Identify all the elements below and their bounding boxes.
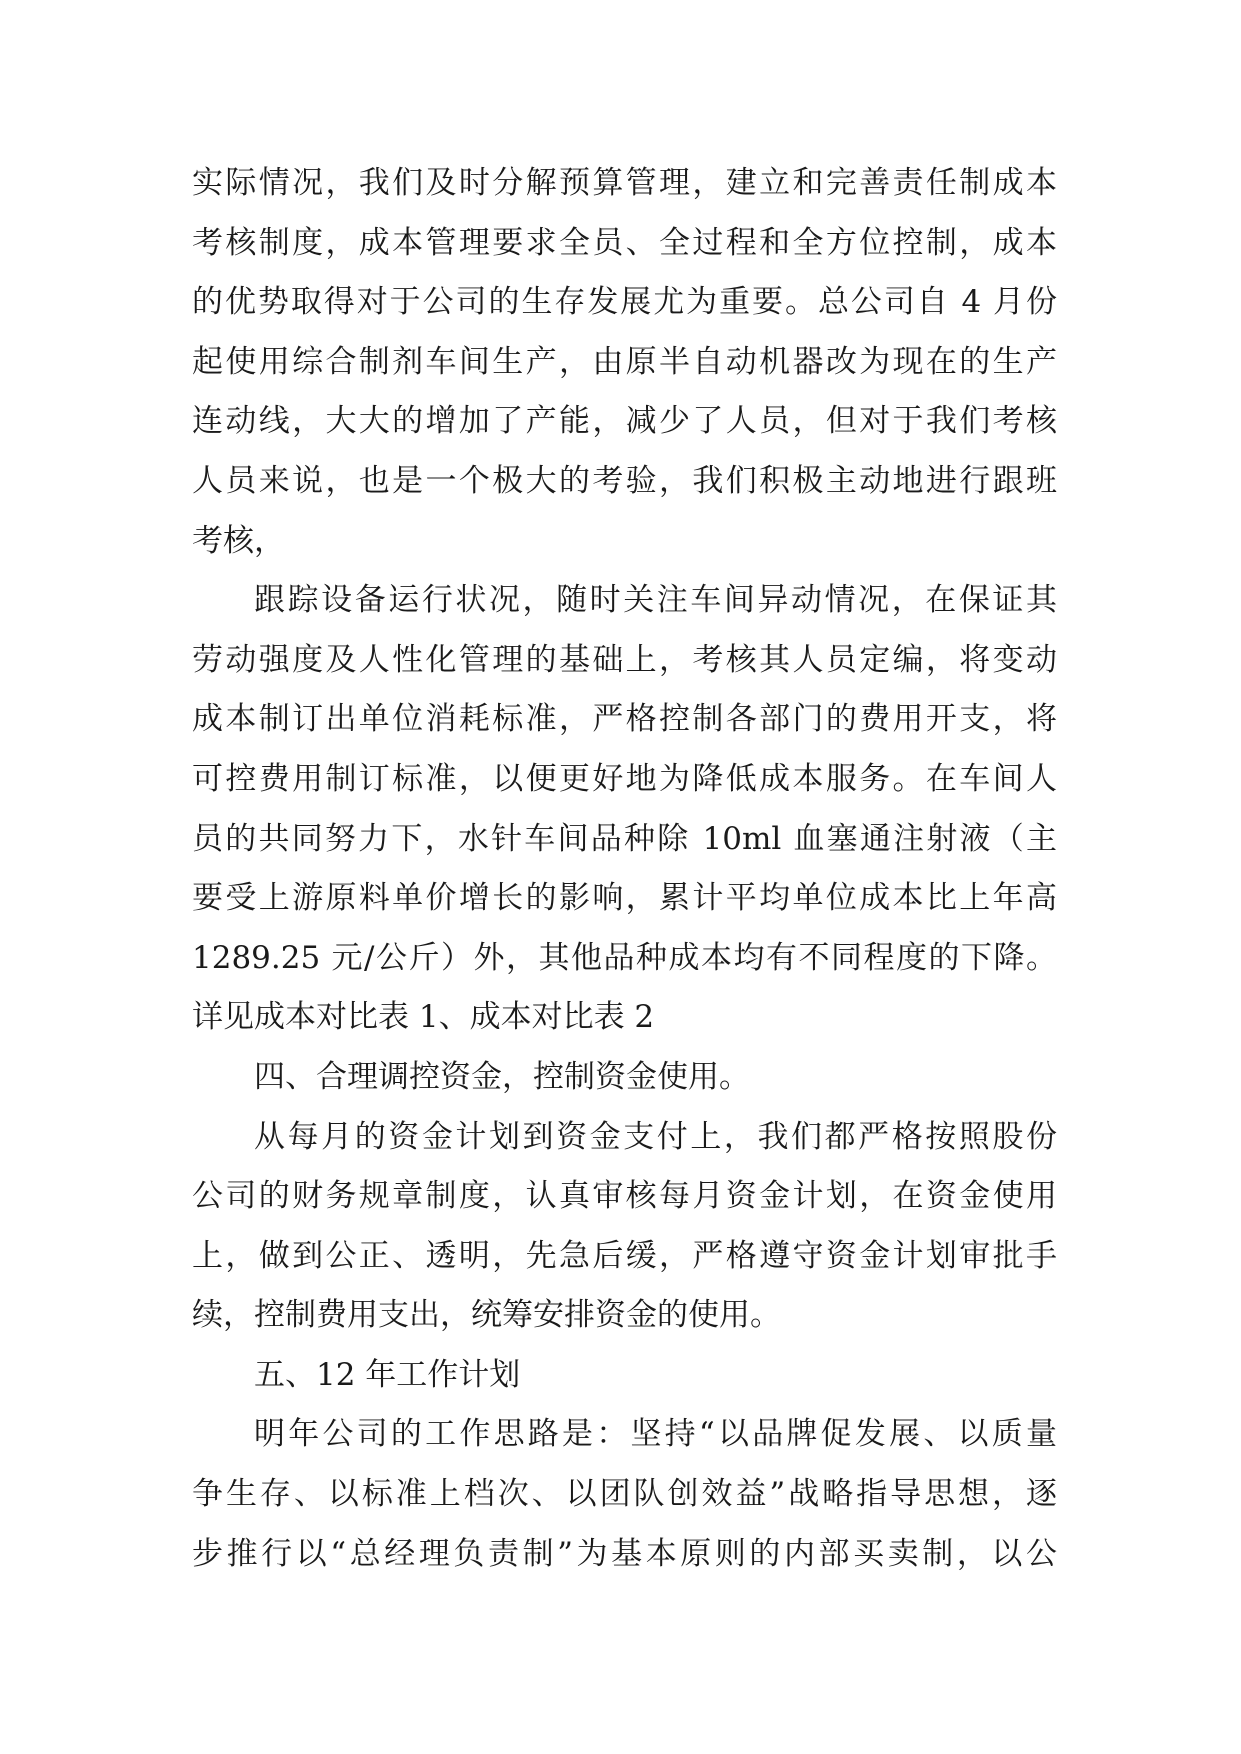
text-line: 考核， [192,522,285,559]
text-line: 五、12 年工作计划 [254,1356,521,1393]
text-line: 成本制订出单位消耗标准，严格控制各部门的费用开支，将 [192,701,1057,738]
text-line: 连动线，大大的增加了产能，减少了人员，但对于我们考核 [192,403,1057,440]
text-line: 上，做到公正、透明，先急后缓，严格遵守资金计划审批手 [192,1237,1057,1274]
text-line: 劳动强度及人性化管理的基础上，考核其人员定编，将变动 [192,641,1057,678]
text-line: 要受上游原料单价增长的影响，累计平均单位成本比上年高 [192,880,1057,917]
text-line: 详见成本对比表 1、成本对比表 2 [192,999,655,1036]
text-line: 争生存、以标准上档次、以团队创效益”战略指导思想，逐 [192,1476,1057,1513]
text-line: 四、合理调控资金，控制资金使用。 [254,1058,750,1095]
text-line: 员的共同努力下，水针车间品种除 10ml 血塞通注射液（主 [192,820,1057,857]
text-line: 人员来说，也是一个极大的考验，我们积极主动地进行跟班 [192,462,1057,499]
text-line: 明年公司的工作思路是：坚持“以品牌促发展、以质量 [254,1416,1057,1453]
text-line: 步推行以“总经理负责制”为基本原则的内部买卖制，以公 [192,1535,1057,1572]
text-line: 公司的财务规章制度，认真审核每月资金计划，在资金使用 [192,1178,1057,1215]
text-line: 的优势取得对于公司的生存发展尤为重要。总公司自 4 月份 [192,284,1057,321]
text-line: 实际情况，我们及时分解预算管理，建立和完善责任制成本 [192,165,1057,201]
text-line: 考核制度，成本管理要求全员、全过程和全方位控制，成本 [192,224,1057,261]
text-line: 可控费用制订标准，以便更好地为降低成本服务。在车间人 [192,760,1057,797]
text-line: 续，控制费用支出，统筹安排资金的使用。 [192,1297,781,1334]
text-line: 跟踪设备运行状况，随时关注车间异动情况，在保证其 [254,582,1057,619]
text-line: 从每月的资金计划到资金支付上，我们都严格按照股份 [254,1118,1057,1155]
text-line: 起使用综合制剂车间生产，由原半自动机器改为现在的生产 [192,343,1057,380]
body-text [192,154,1057,1584]
text-line: 1289.25 元/公斤）外，其他品种成本均有不同程度的下降。 [192,939,1057,976]
